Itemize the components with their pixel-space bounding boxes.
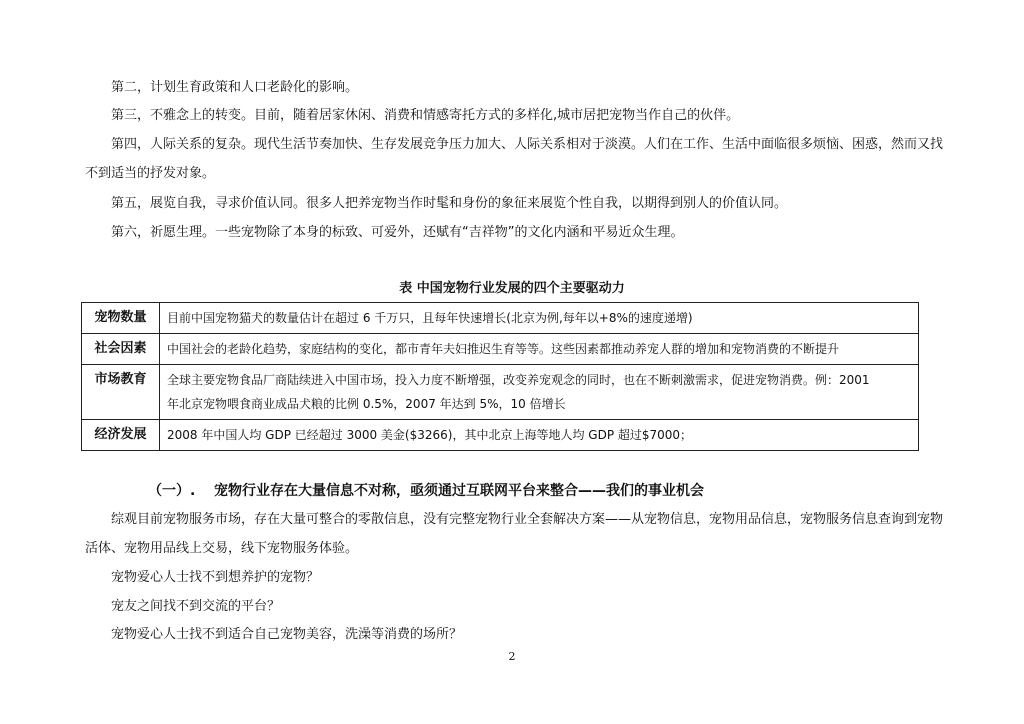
table-row xyxy=(82,334,919,365)
row-value-line: 全球主要宠物食品厂商陆续进入中国市场，投入力度不断增强，改变养宠观念的同时，也在不断刺激需求，促进宠物消费。例：2001 xyxy=(167,373,870,387)
row-key: 市场教育 xyxy=(82,365,160,420)
paragraph-fourth-line1: 第四，人际关系的复杂。现代生活节奏加快、生存发展竞争压力加大、人际关系相对于淡漠。人们在工作、生活中面临很多烦恼、困惑，然而又找 xyxy=(111,137,944,152)
paragraph-fifth: 第五，展览自我，寻求价值认同。很多人把养宠物当作时髦和身份的象征来展览个性自我，以期得到别人的价值认同。 xyxy=(111,196,788,211)
row-value xyxy=(160,303,919,334)
question-2: 宠友之间找不到交流的平台？ xyxy=(111,599,281,614)
table-row xyxy=(82,303,919,334)
row-value-line: 2008 年中国人均 GDP 已经超过 3000 美金($3266)，其中北京上海等地人均 GDP 超过$7000； xyxy=(167,428,693,442)
table-row xyxy=(82,420,919,451)
section-number: （一）. xyxy=(148,483,196,499)
table-row xyxy=(82,365,919,420)
section-title: 宠物行业存在大量信息不对称，亟须通过互联网平台来整合——我们的事业机会 xyxy=(214,483,704,499)
paragraph-second: 第二，计划生育政策和人口老龄化的影响。 xyxy=(111,80,359,95)
drivers-table xyxy=(81,302,919,451)
row-value-line: 目前中国宠物猫犬的数量估计在超过 6 千万只，且每年快速增长(北京为例,每年以+8%的速度递增) xyxy=(167,311,693,325)
section-heading xyxy=(148,480,704,500)
row-value-line: 中国社会的老龄化趋势，家庭结构的变化，都市青年夫妇推迟生育等等。这些因素都推动养宠人群的增加和宠物消费的不断提升 xyxy=(167,342,840,356)
row-key: 宠物数量 xyxy=(82,303,160,334)
row-value xyxy=(160,420,919,451)
question-3: 宠物爱心人士找不到适合自己宠物美容，洗澡等消费的场所？ xyxy=(111,627,463,642)
table-caption: 表 中国宠物行业发展的四个主要驱动力 xyxy=(399,281,625,296)
paragraph-fourth-line2: 不到适当的抒发对象。 xyxy=(85,166,216,181)
body-paragraph-line1: 综观目前宠物服务市场，存在大量可整合的零散信息，没有完整宠物行业全套解决方案——从宠物信息，宠物用品信息，宠物服务信息查询到宠物 xyxy=(111,512,944,527)
question-1: 宠物爱心人士找不到想养护的宠物？ xyxy=(111,570,320,585)
body-paragraph-line2: 活体、宠物用品线上交易，线下宠物服务体验。 xyxy=(85,541,359,556)
paragraph-third: 第三，不雅念上的转变。目前，随着居家休闲、消费和情感寄托方式的多样化,城市居把宠物当作自己的伙伴。 xyxy=(111,108,740,123)
row-key: 经济发展 xyxy=(82,420,160,451)
paragraph-sixth: 第六，祈愿生理。一些宠物除了本身的标致、可爱外，还赋有“吉祥物”的文化内涵和平易近众生理。 xyxy=(111,225,684,240)
page-number: 2 xyxy=(508,650,516,663)
row-key: 社会因素 xyxy=(82,334,160,365)
row-value xyxy=(160,365,919,420)
row-value-line: 年北京宠物喂食商业成品犬粮的比例 0.5%，2007 年达到 5%，10 倍增长 xyxy=(167,397,566,411)
row-value xyxy=(160,334,919,365)
